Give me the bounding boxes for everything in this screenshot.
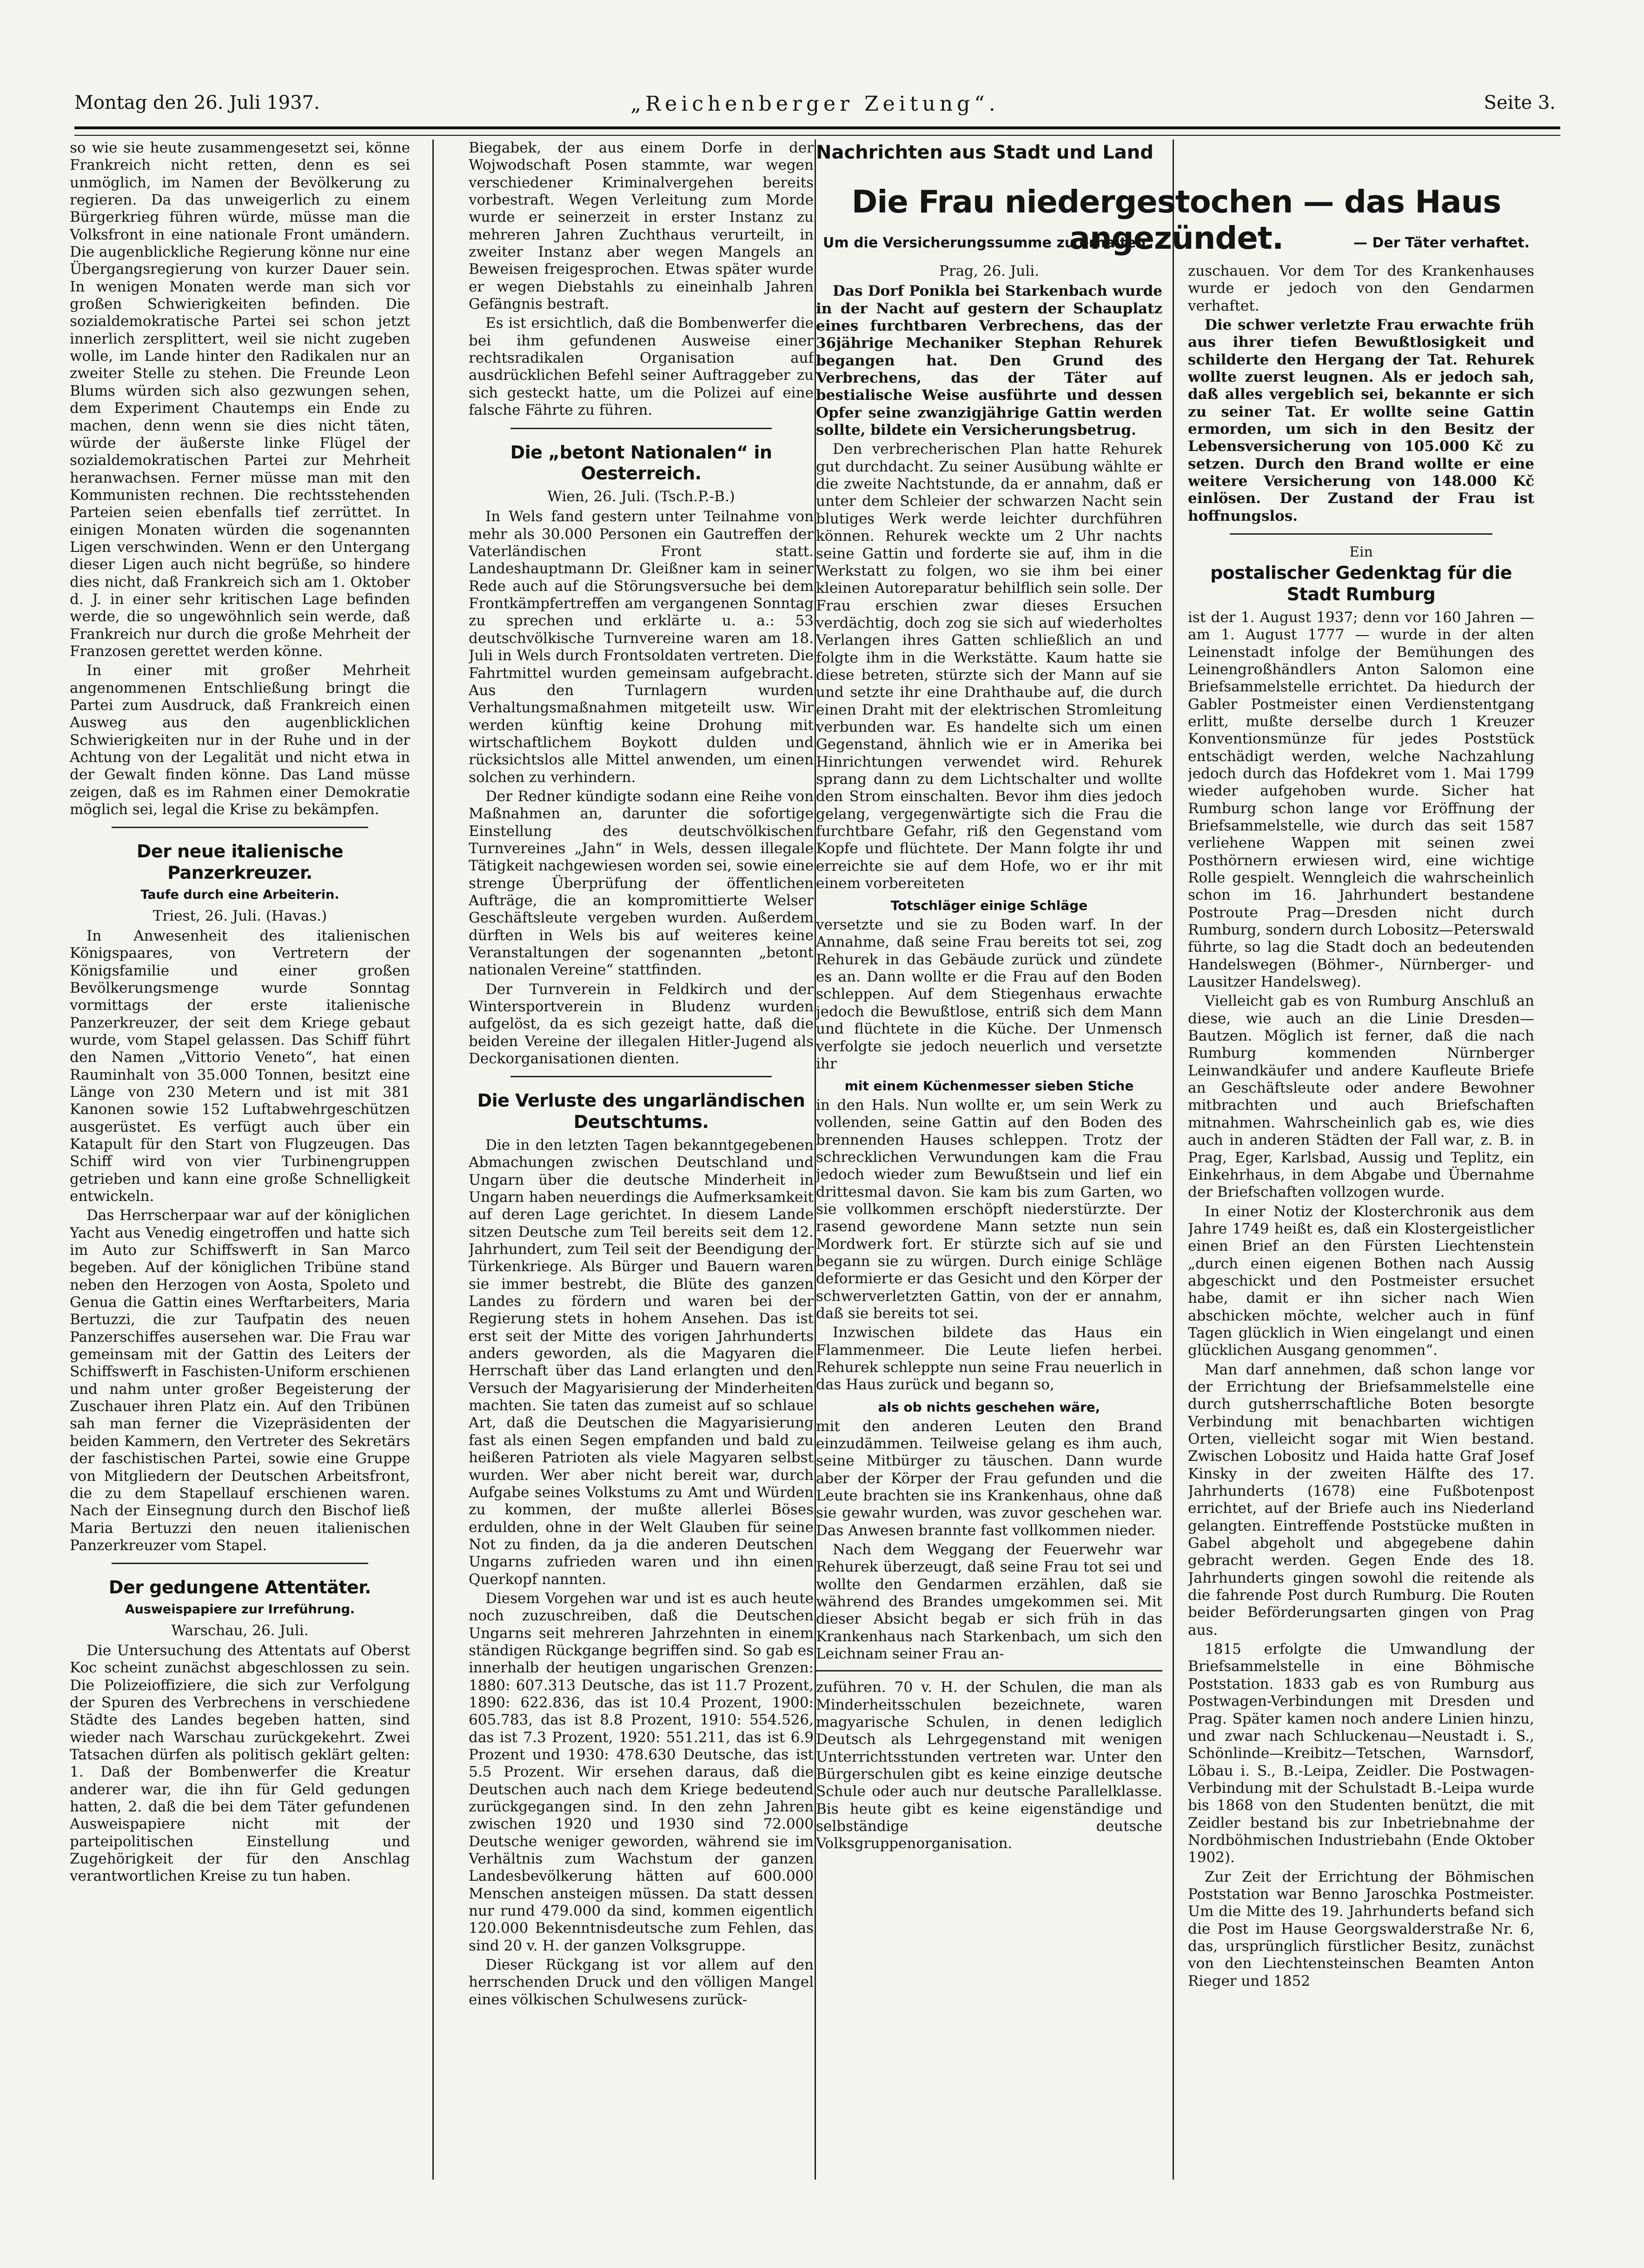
article-paragraph: Inzwischen bildete das Haus ein Flammenmeer. Die Leute liefen herbei. Rehurek schleppte nun seine Frau neuerlich in das Haus zurück und begann so, [816,1324,1162,1393]
banner-subheadline-right: — Der Täter verhaftet. [1353,235,1530,251]
inline-kicker: als ob nichts geschehen wäre, [878,1399,1100,1415]
article-paragraph: In Anwesenheit des italienischen Königspaares, von Vertretern der Königsfamilie und einer großen Bevölkerungsmenge wurde Sonntag vormittags der erste italienische Panzerkreuzer, der seit dem Kriege gebaut wurde, vom Stapel gelassen. Das Schiff führt den Namen „Vittorio Veneto“, hat einen Rauminhalt von 35.000 Tonnen, besitzt eine Länge von 230 Metern und ist mit 381 Kanonen sowie 152 Luftabwehrgeschützen ausgerüstet. Es verfügt auch über ein Katapult für den Start von Flugzeugen. Das Schiff wird von vier Turbinengruppen getrieben und kann eine große Schnelligkeit entwickeln. [70,927,410,1205]
article-paragraph: Man darf annehmen, daß schon lange vor der Errichtung der Briefsammelstelle eine durch gutsherrschaftliche Boten besorgte Verbindung mit benachbarten wichtigen Orten, vielleicht sogar mit Wien bestand. Zwischen Lobositz und Haida hatte Graf Josef Kinsky in der zweiten Hälfte des 17. Jahrhunderts (1678) eine Fußbotenpost errichtet, auf der Briefe auch ins Niederland gelangten. Eintreffende Poststücke mußten in Gabel abgeholt und abgegebene dahin gebracht werden. Gegen Ende des 18. Jahrhunderts gingen sowohl die reitende als die fahrende Post durch Rumburg. Die Routen beider Beförderungsarten gingen von Prag aus. [1188,1361,1534,1638]
column-rule [432,139,434,2180]
article-paragraph: Das Herrscherpaar war auf der königlichen Yacht aus Venedig eingetroffen und hatte sich im Auto zur Schiffswerft in San Marco begeben. Auf der königlichen Tribüne stand neben den Herzogen von Aosta, Spoleto und Genua die Gattin eines Werftarbeiters, Maria Bertuzzi, die zur Taufpatin des neuen Panzerschiffes ausersehen war. Die Frau war gemeinsam mit der Gattin des Leiters der Schiffswerft in Faschisten-Uniform erschienen und nahm unter großer Begeisterung der Zuschauer ihren Platz ein. Auf den Tribünen sah man ferner die Vizepräsidenten der beiden Kammern, den Vertreter des Sekretärs der faschistischen Partei, sowie eine Gruppe von Mitgliedern der Deutschen Arbeitsfront, die zu dem Stapellauf erschienen waren. Nach der Einsegnung durch den Bischof ließ Maria Bertuzzi den neuen italienischen Panzerkreuzer vom Stapel. [70,1207,410,1554]
headline-prefix: Ein [1349,544,1373,561]
header-date: Montag den 26. Juli 1937. [74,92,320,113]
article-divider [510,428,772,429]
article-paragraph: Nach dem Weggang der Feuerwehr war Rehurek überzeugt, daß seine Frau tot sei und wollte den Gendarmen erzählen, daß sie während des Brandes umgekommen sei. Mit dieser Absicht begab er sich früh in das Krankenhaus nach Starkenbach, um sich den Leichnam seiner Frau an- [816,1541,1162,1662]
article-paragraph: Zur Zeit der Errichtung der Böhmischen Poststation war Benno Jaroschka Postmeister. Um die Mitte des 19. Jahrhunderts befand sich die Post im Hause Georgswalderstraße Nr. 6, das, ursprünglich fürstlicher Besitz, zunächst von den Liechtensteinschen Beamten Anton Rieger und 1852 [1188,1868,1534,1989]
masthead: „Reichenberger Zeitung“. [630,92,1000,116]
dateline-warschau: Warschau, 26. Juli. [171,1622,309,1639]
column-3 [816,263,1162,2184]
banner-subheadline-left: Um die Versicherungssumme zu erhalten. [823,235,1152,251]
inline-kicker: mit einem Küchenmesser sieben Stiche [844,1078,1134,1094]
banner-subheadline [818,235,1534,258]
header-rule [74,126,1560,136]
article-paragraph: In einer mit großer Mehrheit angenommenen Entschließung bringt die Partei zum Ausdruck, daß Frankreich einen Ausweg aus den augenblicklichen Schwierigkeiten nur in der Ruhe und in der Achtung von der Legalität und nicht etwa in der Gewalt finden könne. Das Land müsse zeigen, daß es im Rahmen einer Demokratie möglich sei, legal die Krise zu bekämpfen. [70,662,410,818]
article-paragraph: Biegabek, der aus einem Dorfe in der Wojwodschaft Posen stammte, war wegen verschiedener Kriminalvergehen bereits vorbestraft. Wegen Verleitung zum Morde wurde er seinerzeit in erster Instanz zu mehreren Jahren Zuchthaus verurteilt, in zweiter Instanz aber wegen Mangels an Beweisen freigesprochen. Etwas später wurde er wegen Diebstahls zu eineinhalb Jahren Gefängnis bestraft. [469,139,814,313]
article-paragraph: In einer Notiz der Klosterchronik aus dem Jahre 1749 heißt es, daß ein Klostergeistlicher einen Brief an den Fürsten Liechtenstein „durch einen eigenen Bothen nach Aussig abgeschickt und den Postmeister ersuchet habe, damit er ihn sicher nach Wien abschicken möchte, welcher auch in fünf Tagen glücklich in Wien eingelangt und einen glücklichen Ausgang genommen“. [1188,1203,1534,1359]
article-paragraph: Die in den letzten Tagen bekanntgegebenen Abmachungen zwischen Deutschland und Ungarn über die deutsche Minderheit in Ungarn haben neuerdings die Aufmerksamkeit auf deren Lage gerichtet. In diesem Lande sitzen Deutsche zum Teil bereits seit dem 12. Jahrhundert, zum Teil seit der Beendigung der Türkenkriege. Als Bürger und Bauern waren sie immer bestrebt, die Blüte des ganzen Landes zu fördern und waren bei der Regierung stets in hohem Ansehen. Das ist erst seit der Mitte des vorigen Jahrhunderts anders geworden, als die Magyaren die Herrschaft über das Land erlangten und den Versuch der Magyarisierung der Minderheiten machten. Sie taten das zumeist auf so schlaue Art, daß die Deutschen die Magyarisierung fast als einen Segen empfanden und bald zu heißeren Patrioten als viele Magyaren selbst wurden. Wer aber nicht bereit war, durch Aufgabe seines Volkstums zu Amt und Würden zu kommen, der mußte allerlei Böses erdulden, ohne in der Welt Glauben für seine Not zu finden, da ja die anderen Deutschen Ungarns zufrieden waren und ihn einen Querkopf nannten. [469,1136,814,1588]
article-divider [112,827,368,828]
column-4 [1188,263,1534,2184]
column-2 [469,139,814,2184]
headline-attentaeter: Der gedungene Attentäter. [108,1577,371,1598]
inline-kicker: Totschläger einige Schläge [890,898,1088,914]
article-paragraph: Die Untersuchung des Attentats auf Oberst Koc scheint zunächst abgeschlossen zu sein. Die Polizeioffiziere, die sich zur Verfolgung der Spuren des Verbrechens in verschiedene Städte des Landes begeben hatten, sind wieder nach Warschau zurückgekehrt. Zwei Tatsachen dürfen als politisch geklärt gelten: 1. Daß der Bombenwerfer die Kreatur anderer war, die ihn für Geld gedungen hatten, 2. daß die bei dem Täter gefundenen Ausweispapiere nicht mit der parteipolitischen Einstellung und Zugehörigkeit der für den Anschlag verantwortlichen Kreise zu tun haben. [70,1642,410,1885]
headline-betont-nationalen: Die „betont Nationalen“ in Oesterreich. [510,442,772,484]
article-paragraph: Diesem Vorgehen war und ist es auch heute noch zuzuschreiben, daß die Deutschen Ungarns seit mehreren Jahrzehnten in einem ständigen Rückgange begriffen sind. So gab es innerhalb der heutigen ungarischen Grenzen: 1880: 607.313 Deutsche, das ist 11.7 Prozent, 1890: 622.836, das ist 10.4 Prozent, 1900: 605.783, das ist 8.8 Prozent, 1910: 554.526, das ist 7.3 Prozent, 1920: 551.211, das ist 6.9 Prozent und 1930: 478.630 Deutsche, das ist 5.5 Prozent. Wir ersehen daraus, daß die Deutschen auch nach dem Kriege bedeutend zurückgegangen sind. In den zehn Jahren zwischen 1920 und 1930 sind 72.000 Deutsche weniger geworden, während sie im Verhältnis zum Wachstum der ganzen Landesbevölkerung hätten auf 600.000 Menschen ansteigen müssen. Da statt dessen nur rund 479.000 da sind, kommen eigentlich 120.000 Bekenntnisdeutsche zum Fehlen, das sind 20 v. H. der ganzen Volksgruppe. [469,1590,814,1954]
article-divider [1230,533,1492,535]
article-paragraph: In Wels fand gestern unter Teilnahme von mehr als 30.000 Personen ein Gautreffen der Vaterländischen Front statt. Landeshauptmann Dr. Gleißner kam in seiner Rede auch auf die Störungsversuche bei dem Frontkämpfertreffen am vergangenen Sonntag zu sprechen und erklärte u. a.: 53 deutschvölkische Turnvereine waren am 18. Juli in Wels durch Frontsoldaten vertreten. Die Fahrtmittel wurden gemeinsam aufgebracht. Aus den Turnlagern wurden Verhaltungsmaßnahmen mitgeteilt usw. Wir werden künftig keine Drohung mit wirtschaftlichem Boykott dulden und rücksichtslos alle Mittel anwenden, um einen solchen zu verhindern. [469,508,814,786]
article-paragraph: Der Turnverein in Feldkirch und der Wintersportverein in Bludenz wurden aufgelöst, da es sich gezeigt hatte, daß die beiden Vereine der illegalen Hitler-Jugend als Deckorganisationen dienten. [469,981,814,1068]
article-paragraph: so wie sie heute zusammengesetzt sei, könne Frankreich nicht retten, denn es sei unmöglich, im Namen der Bevölkerung zu regieren. Da das unweigerlich zu einem Bürgerkrieg führen würde, müsse man die Volksfront in eine nationale Front umändern. Die augenblickliche Regierung könne nur eine Übergangsregierung von kurzer Dauer sein. In wenigen Monaten werde man sich vor großen Schwierigkeiten befinden. Die sozialdemokratische Partei sei schon jetzt innerlich zersplittert, weil sie nicht zugeben wolle, im Lande hinter den Radikalen nur an zweiter Stelle zu stehen. Die Freunde Leon Blums würden sich also gezwungen sehen, dem Experiment Chautemps ein Ende zu machen, denn wenn sie dies nicht täten, würde der äußerste linke Flügel der sozialdemokratischen Partei zur Mehrheit heranwachsen. Ferner müsse man mit den Kommunisten rechnen. Die rechtsstehenden Parteien seien ebenfalls tief zerrüttet. In einigen Monaten würden die sogenannten Ligen verschwinden. Wenn er den Untergang dieser Ligen auch nicht begrüße, so hindere dies nicht, daß Frankreich sich am 1. Oktober d. J. in einer sehr kritischen Lage befinden werde, die so ungewöhnlich sein werde, daß Frankreich nur durch die große Mehrheit der Franzosen gerettet werden könne. [70,139,410,660]
section-title: Nachrichten aus Stadt und Land [816,142,1153,163]
column-1 [70,139,410,2184]
section-label-area [816,139,1162,177]
headline-rumburg: postalischer Gedenktag für die Stadt Rumburg [1210,563,1512,605]
article-paragraph: mit den anderen Leuten den Brand einzudämmen. Teilweise gelang es ihm auch, seine Mitbürger zu täuschen. Dann wurde aber der Körper der Frau gefunden und die Leute brachten sie ins Krankenhaus, ohne daß sie gewahr wurden, was zuvor geschehen war. Das Anwesen brannte fast vollkommen nieder. [816,1418,1162,1539]
page-number: Seite 3. [1484,92,1556,113]
page-header [74,92,1556,125]
dateline-prag: Prag, 26. Juli. [939,263,1039,279]
article-paragraph: Die schwer verletzte Frau erwachte früh aus ihrer tiefen Bewußtlosigkeit und schilderte den Hergang der Tat. Rehurek wollte zuerst leugnen. Als er jedoch sah, daß alles vergeblich sei, bekannte er sich zu seiner Tat. Er wollte seine Gattin ermorden, um sich in den Besitz der Lebensversicherung von 105.000 Kč zu setzen. Durch den Brand wollte er eine weitere Versicherung von 148.000 Kč einlösen. Der Zustand der Frau ist hoffnungslos. [1188,317,1534,524]
article-paragraph: Den verbrecherischen Plan hatte Rehurek gut durchdacht. Zu seiner Ausübung wählte er die zweite Nachtstunde, da er annahm, daß er unter dem Schleier der schwarzen Nacht sein blutiges Werk werde leichter durchführen können. Rehurek weckte um 2 Uhr nachts seine Gattin und forderte sie auf, ihm in die Werkstatt zu folgen, wo sie ihm bei einer kleinen Autoreparatur behilflich sein solle. Der Frau erschien zwar dieses Ersuchen verdächtig, doch zog sie sich auf wiederholtes Verlangen ihres Gatten schließlich an und folgte ihm in die Werkstätte. Kaum hatte sie diese betreten, stürzte sich der Mann auf sie und setzte ihr eine Drahthaube auf, die durch einen Draht mit der elektrischen Stromleitung verbunden war. Es handelte sich um einen Gegenstand, ähnlich wie er in Amerika bei Hinrichtungen verwendet wird. Rehurek sprang dann zu dem Lichtschalter und wollte den Strom einschalten. Bevor ihm dies jedoch gelang, vergegenwärtigte sich die Frau die furchtbare Gefahr, riß den Gegenstand vom Kopfe und flüchtete. Der Mann folgte ihr und erreichte sie auf dem Hofe, wo er ihr mit einem vorbereiteten [816,441,1162,892]
article-lead: Das Dorf Ponikla bei Starkenbach wurde in der Nacht auf gestern der Schauplatz eines furchtbaren Verbrechens, das der 36jährige Mechaniker Stephan Rehurek begangen hat. Den Grund des Verbrechens, das der Täter auf bestialische Weise ausführte und dessen Opfer seine zwanzigjährige Gattin werden sollte, bildete ein Versicherungsbetrug. [816,283,1162,439]
headline-ungarn: Die Verluste des ungarländischen Deutschtums. [477,1090,805,1133]
article-paragraph: Dieser Rückgang ist vor allem auf den herrschenden Druck und den völligen Mangel eines völkischen Schulwesens zurück- [469,1956,814,2008]
subheadline-attentaeter: Ausweispapiere zur Irreführung. [125,1602,355,1617]
article-divider [510,1076,772,1077]
article-paragraph: in den Hals. Nun wollte er, um sein Werk zu vollenden, seine Gattin auf den Boden des brennenden Hauses schleppen. Trotz der schrecklichen Verwundungen kam die Frau jedoch wieder zum Bewußtsein und lief ein drittesmal davon. Sie kam bis zum Garten, wo sie vollkommen erschöpft niederstürzte. Der rasend gewordene Mann setzte nun sein Mordwerk fort. Er stürzte sich auf sie und begann sie zu würgen. Durch einige Schläge deformierte er das Gesicht und den Körper der schwerverletzten Gattin, von der er annahm, daß sie bereits tot sei. [816,1096,1162,1322]
article-divider [112,1563,368,1564]
article-paragraph: zuführen. 70 v. H. der Schulen, die man als Minderheitsschulen bezeichnete, waren magyarische Schulen, in denen lediglich Deutsch als Lehrgegenstand mit wenigen Unterrichtsstunden vertreten war. Unter den Bürgerschulen gibt es keine einzige deutsche Schule oder auch nur deutsche Parallelklasse. Bis heute gibt es keine eigenständige und selbständige deutsche Volksgruppenorganisation. [816,1679,1162,1852]
article-paragraph: Vielleicht gab es von Rumburg Anschluß an diese, wie auch an die Linie Dresden—Bautzen. Möglich ist ferner, daß die nach Rumburg kommenden Nürnberger Leinwandkäufer und andere Kaufleute Briefe an Geschäftsleute oder andere Bewohner mitbrachten und auch Briefschaften mitnahmen. Wahrscheinlich gab es, wie dies auch in anderen Städten der Fall war, z. B. in Prag, Eger, Karlsbad, Aussig und Teplitz, ein Einkehrhaus, in dem Abgabe und Übernahme der Briefschaften vollzogen wurde. [1188,993,1534,1201]
column-rule [1173,139,1174,2180]
article-paragraph: ist der 1. August 1937; denn vor 160 Jahren — am 1. August 1777 — wurde in der alten Leinenstadt infolge der Bemühungen des Leinengroßhändlers Anton Salomon eine Briefsammelstelle errichtet. Da hiedurch der Gabler Postmeister einen Verdienstentgang erlitt, mußte derselbe durch 1 Kreuzer Konventionsmünze für jedes Poststück entschädigt werden, welche Nachzahlung jedoch durch das Hofdekret vom 1. Mai 1799 wieder aufgehoben wurde. Sicher hat Rumburg schon lange vor Eröffnung der Briefsammelstelle, wie durch das seit 1587 verliehene Wappen mit seinen zwei Posthörnern erwiesen wird, eine wichtige Rolle gespielt. Wenngleich die wahrscheinlich schon im 16. Jahrhundert bestandene Postroute Prag—Dresden nicht durch Rumburg, sondern durch Lobositz—Peterswald führte, so lag die Stadt doch an bedeutenden Handelswegen (Böhmer-, Nürnberger- und Lausitzer Handelsweg). [1188,609,1534,991]
article-paragraph: versetzte und sie zu Boden warf. In der Annahme, daß seine Frau bereits tot sei, zog Rehurek in das Gebäude zurück und zündete es an. Dann wollte er die Frau auf den Boden schleppen. Auf dem Stiegenhaus erwachte jedoch die Bewußtlose, entriß sich dem Mann und flüchtete in die Küche. Der Unmensch verfolgte sie jedoch neuerlich und versetzte ihr [816,916,1162,1072]
article-paragraph: 1815 erfolgte die Umwandlung der Briefsammelstelle in eine Böhmische Poststation. 1833 gab es von Rumburg aus Postwagen-Verbindungen mit Dresden und Prag. Später kamen noch andere Linien hinzu, und zwar nach Schluckenau—Neustadt i. S., Schönlinde—Kreibitz—Tetschen, Warnsdorf, Löbau i. S., B.-Leipa, Zeidler. Die Postwagen-Verbindung mit der Schulstadt B.-Leipa wurde bis 1868 von den Studenten benützt, die mit Zeidler bestand bis zur Inbetriebnahme der Nordböhmischen Industriebahn (Ende Oktober 1902). [1188,1641,1534,1866]
article-paragraph: Es ist ersichtlich, daß die Bombenwerfer die bei ihm gefundenen Ausweise einer rechtsradikalen Organisation auf ausdrücklichen Befehl seiner Auftraggeber zu sich gesteckt hatte, um die Polizei auf eine falsche Fährte zu führen. [469,315,814,419]
article-paragraph: Der Redner kündigte sodann eine Reihe von Maßnahmen an, darunter die sofortige Einstellung des deutschvölkischen Turnvereines „Jahn“ in Wels, dessen illegale Tätigkeit nachgewiesen worden sei, sowie eine strenge Überprüfung der öffentlichen Aufträge, die an kompromittierte Welser Geschäftsleute vergeben wurden. Außerdem dürften in Wels bis auf weiteres keine Veranstaltungen der sogenannten „betont nationalen Vereine“ stattfinden. [469,788,814,979]
subheadline-panzerkreuzer: Taufe durch eine Arbeiterin. [140,887,339,902]
dateline-triest: Triest, 26. Juli. (Havas.) [152,907,327,924]
article-divider [816,1670,1162,1671]
banner-headline: Die Frau niedergestochen — das Haus angezündet. [851,184,1501,256]
article-paragraph: zuschauen. Vor dem Tor des Krankenhauses wurde er jedoch von den Gendarmen verhaftet. [1188,263,1534,314]
dateline-wien: Wien, 26. Juli. (Tsch.P.-B.) [547,488,735,505]
headline-panzerkreuzer: Der neue italienische Panzerkreuzer. [136,841,344,883]
